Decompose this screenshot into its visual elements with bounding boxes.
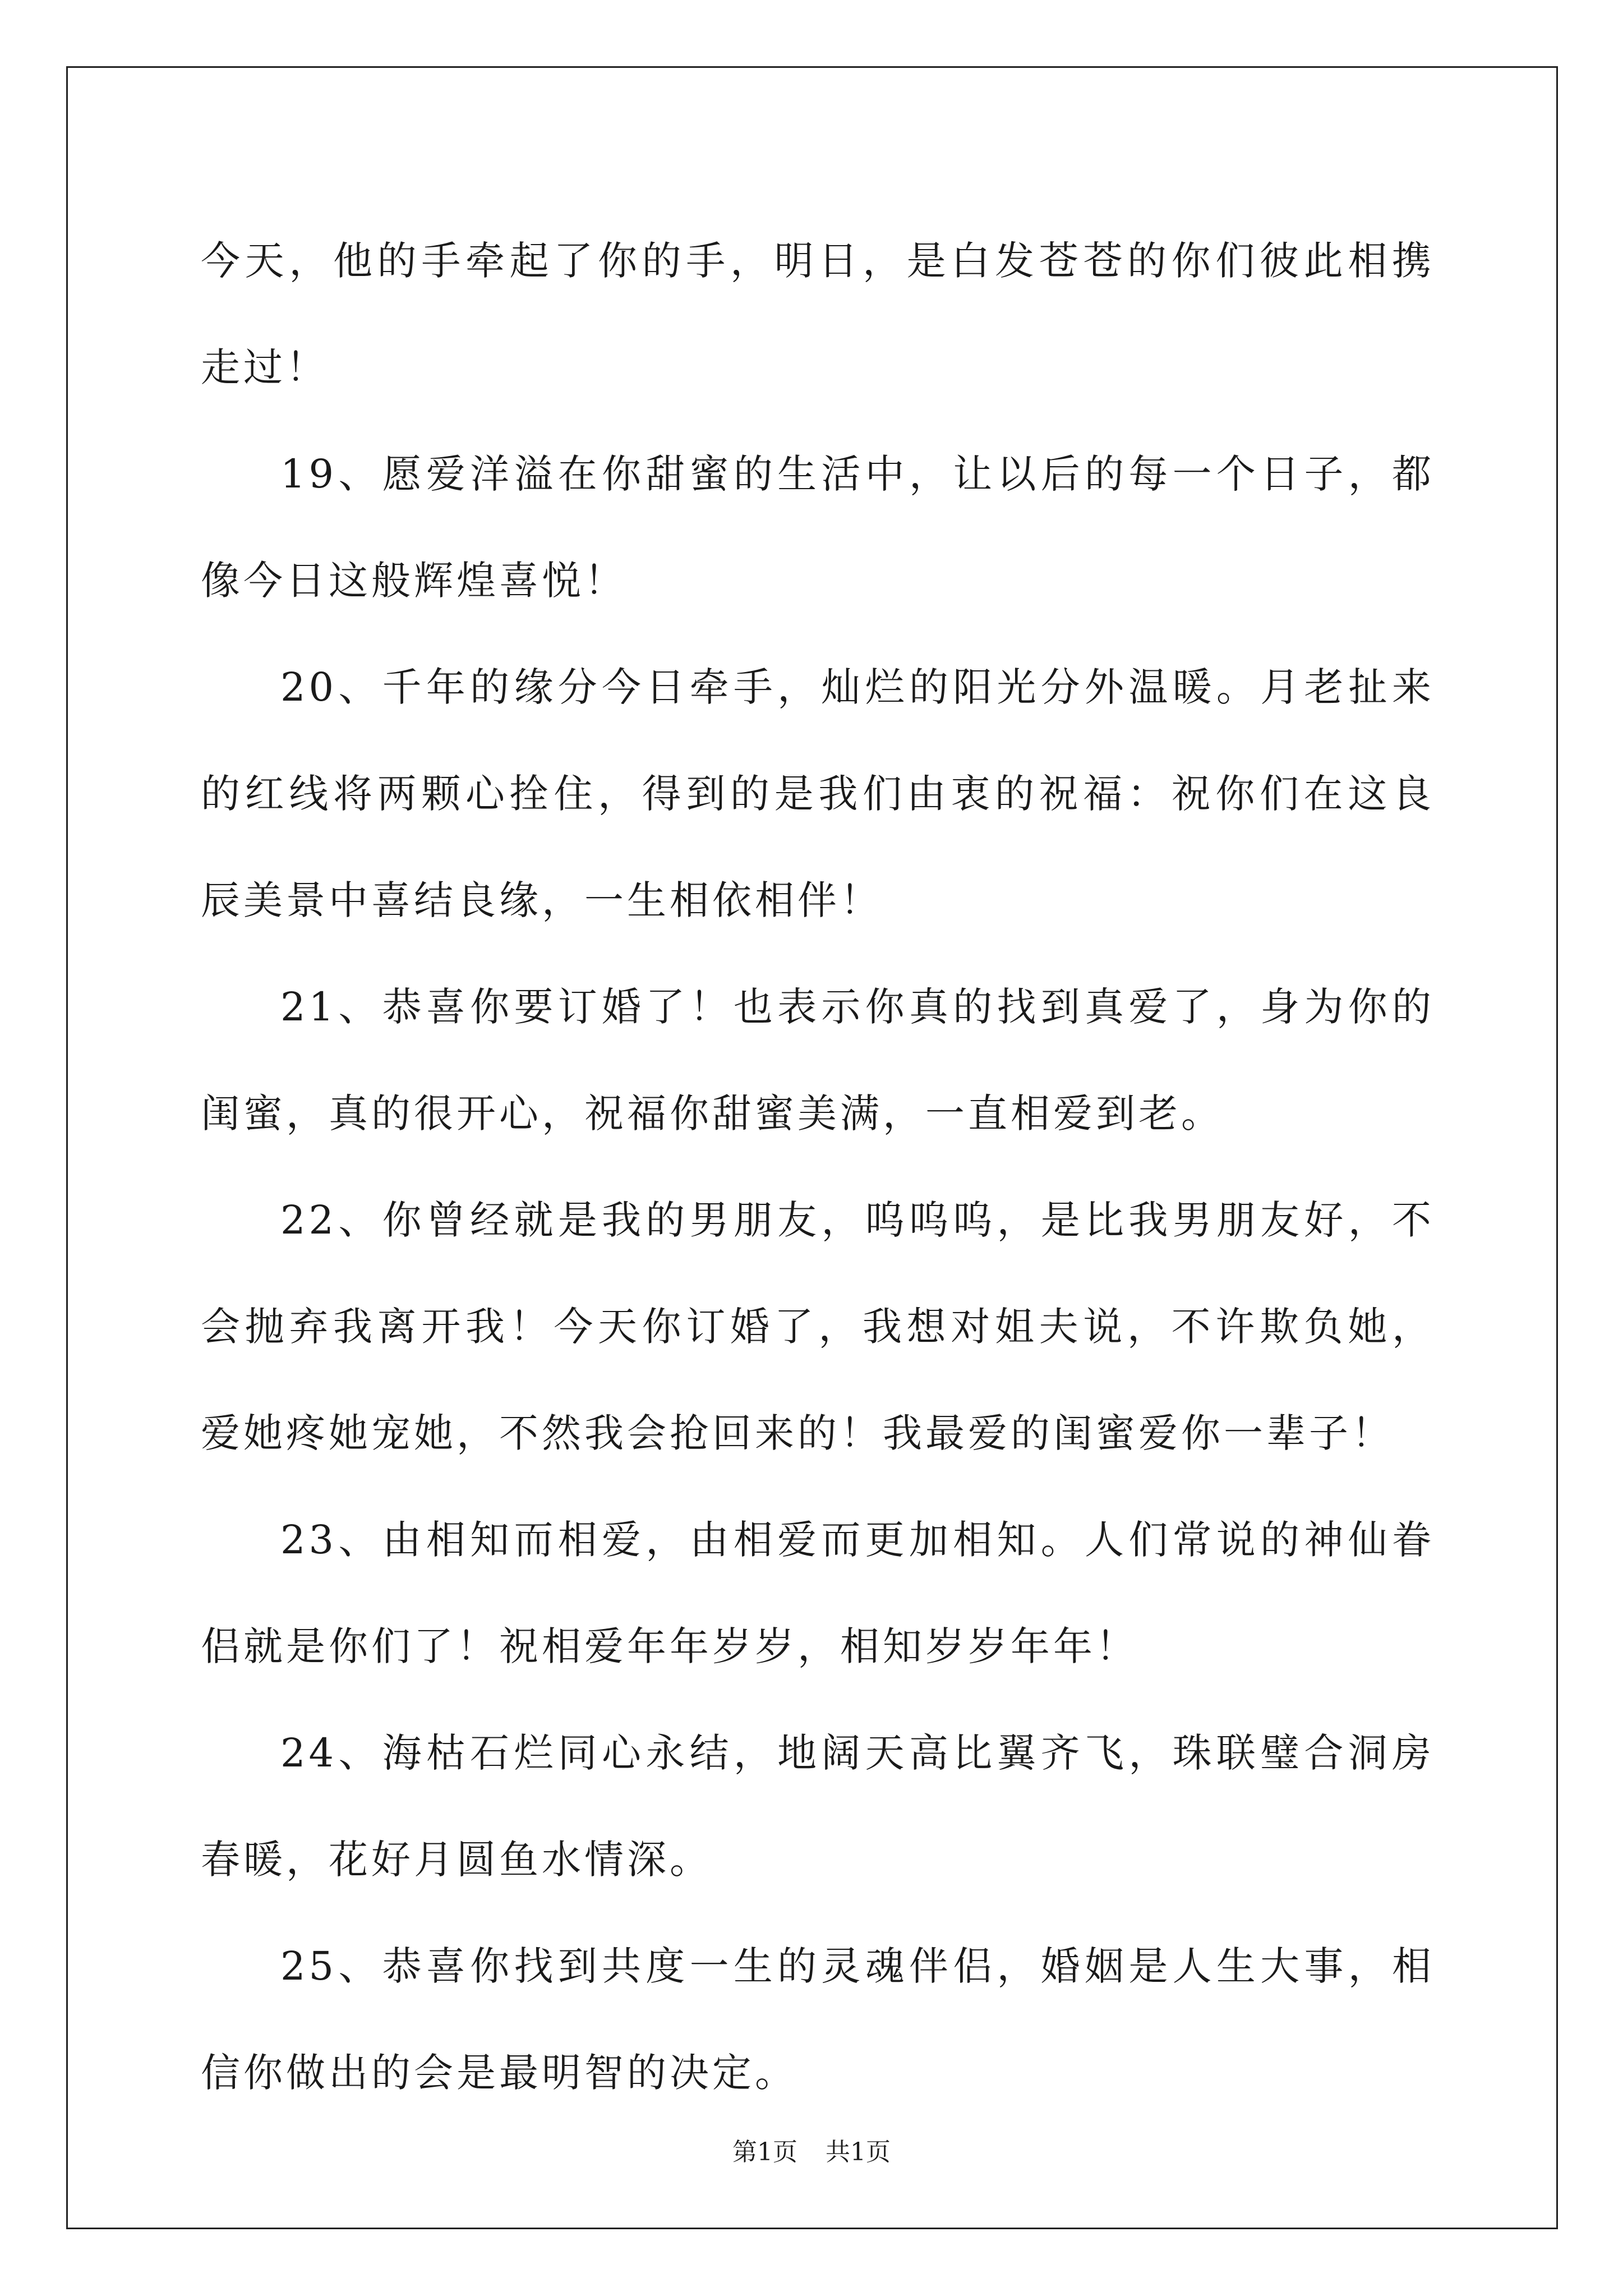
paragraph-21: 21、恭喜你要订婚了！也表示你真的找到真爱了，身为你的闺蜜，真的很开心，祝福你甜蜜美满，一直相爱到老。 (201, 984, 1435, 1137)
paragraph-25: 25、恭喜你找到共度一生的灵魂伴侣，婚姻是人生大事，相信你做出的会是最明智的决定。 (201, 1943, 1435, 2096)
page-number-total: 共1页 (826, 2138, 891, 2166)
page-number-current: 第1页 (732, 2138, 797, 2166)
paragraph-23: 23、由相知而相爱，由相爱而更加相知。人们常说的神仙眷侣就是你们了！祝相爱年年岁岁，相知岁岁年年！ (201, 1517, 1435, 1669)
paragraph-22: 22、你曾经就是我的男朋友，呜呜呜，是比我男朋友好，不会抛弃我离开我！今天你订婚了，我想对姐夫说，不许欺负她，爱她疼她宠她，不然我会抢回来的！我最爱的闺蜜爱你一辈子！ (201, 1197, 1435, 1456)
paragraph-20: 20、千年的缘分今日牵手，灿烂的阳光分外温暖。月老扯来的红线将两颗心拴住，得到的是我们由衷的祝福：祝你们在这良辰美景中喜结良缘，一生相依相伴！ (201, 664, 1435, 923)
page-footer (0, 2132, 1623, 2168)
paragraph-19: 19、愿爱洋溢在你甜蜜的生活中，让以后的每一个日子，都像今日这般辉煌喜悦！ (201, 451, 1435, 604)
paragraph-24: 24、海枯石烂同心永结，地阔天高比翼齐飞，珠联璧合洞房春暖，花好月圆鱼水情深。 (201, 1730, 1435, 1883)
paragraph-1: 今天，他的手牵起了你的手，明日，是白发苍苍的你们彼此相携走过！ (201, 238, 1435, 390)
document-body (201, 208, 1435, 2126)
